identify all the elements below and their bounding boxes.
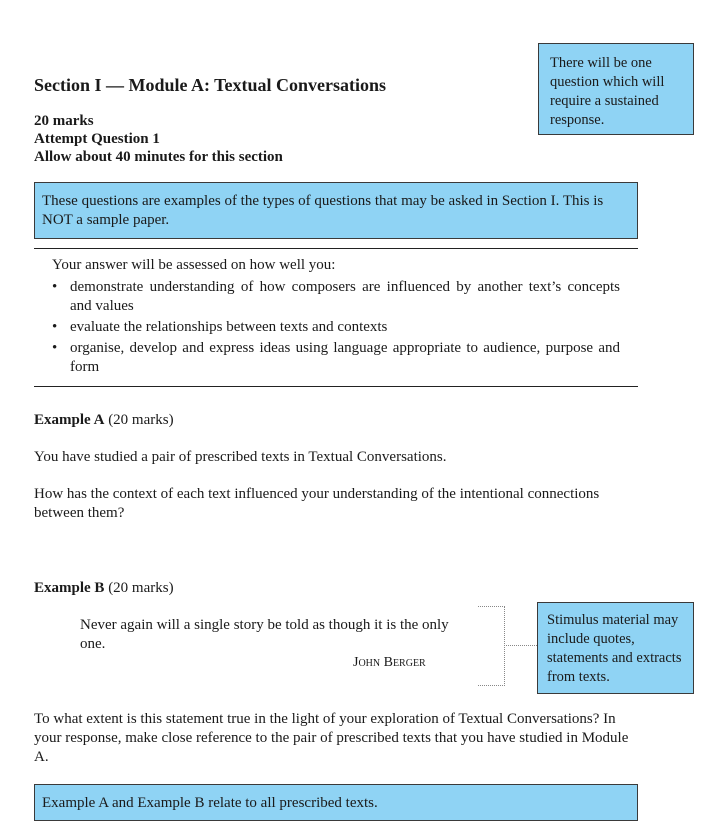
section-info	[34, 112, 283, 166]
marks-line: 20 marks	[34, 113, 94, 129]
note-sustained-response	[538, 43, 694, 135]
section-title: Section I — Module A: Textual Conversations	[34, 75, 387, 95]
criteria-item: • demonstrate understanding of how composers are influenced by another text’s concepts and values	[52, 278, 620, 316]
example-b-marks: (20 marks)	[104, 580, 174, 596]
attempt-line: Attempt Question 1	[34, 131, 160, 147]
criteria-item: • organise, develop and express ideas using language appropriate to audience, purpose and form	[52, 339, 620, 377]
example-a-heading	[34, 411, 174, 430]
note-prescribed-texts	[34, 784, 638, 821]
note-stimulus-material	[537, 602, 694, 694]
example-a-marks: (20 marks)	[104, 412, 174, 428]
criteria-rule-bottom	[34, 386, 638, 387]
criteria-block	[52, 256, 620, 379]
criteria-list	[52, 278, 620, 377]
example-a-para1: You have studied a pair of prescribed texts in Textual Conversations.	[34, 449, 447, 465]
note-prescribed-texts-text: Example A and Example B relate to all prescribed texts.	[42, 795, 378, 811]
example-a-label: Example A	[34, 412, 105, 428]
stimulus-author: John Berger	[353, 655, 426, 670]
stimulus-quote: Never again will a single story be told as though it is the only one.	[80, 617, 449, 652]
example-a-question: How has the context of each text influenced your understanding of the intentional connections between them?	[34, 486, 600, 521]
notice-box	[34, 182, 638, 239]
notice-text: These questions are examples of the types of questions that may be asked in Section I. This is NOT a sample paper.	[42, 193, 604, 228]
stimulus-bracket	[478, 606, 505, 686]
example-b-heading	[34, 579, 174, 598]
criteria-intro: Your answer will be assessed on how well you:	[52, 257, 336, 273]
note-sustained-response-text: There will be one question which will require a sustained response.	[550, 55, 665, 128]
note-stimulus-text: Stimulus material may include quotes, statements and extracts from texts.	[547, 612, 682, 685]
example-b-question: To what extent is this statement true in the light of your exploration of Textual Conversations? In your response, make close reference to the pair of prescribed texts that you have studied in Module A.	[34, 711, 629, 765]
time-line: Allow about 40 minutes for this section	[34, 149, 283, 165]
example-b-label: Example B	[34, 580, 105, 596]
criteria-item: • evaluate the relationships between texts and contexts	[52, 318, 620, 337]
criteria-rule-top	[34, 248, 638, 249]
stimulus-connector	[504, 645, 537, 646]
